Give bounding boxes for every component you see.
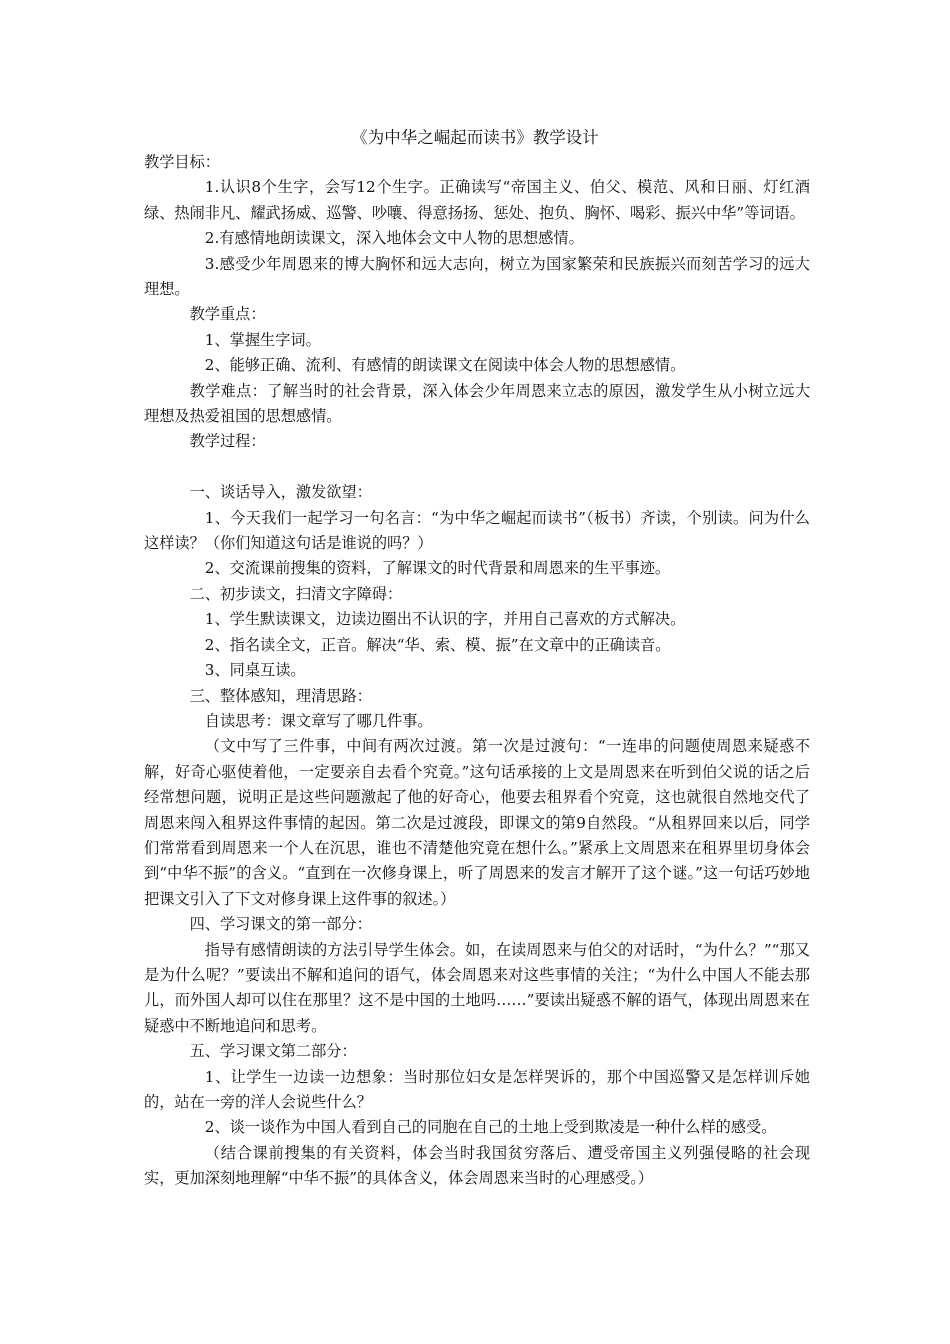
objective-2: 2.有感情地朗读课文，深入地体会文中人物的思想感情。 [204,229,584,248]
step-5-heading: 五、学习课文第二部分： [189,1042,357,1061]
step-1-item-1: 1、今天我们一起学习一句名言：“为中华之崛起而读书”（板书）齐读，个别读。问为什么这样读？（你们知道这句话是谁说的吗？） [144,508,810,553]
section-heading-key-points: 教学重点： [189,305,266,324]
step-1-item-2: 2、交流课前搜集的资料，了解课文的时代背景和周恩来的生平事迹。 [204,559,671,578]
step-3-answer: （文中写了三件事，中间有两次过渡。第一次是过渡句：“一连串的问题使周恩来疑惑不解，好奇心驱使着他，一定要亲自去看个究竟。”这句话承接的上文是周恩来在听到伯父说的话之后经常想问题，说明正是这些问题激起了他的好奇心，他要去租界看个究竟，这也就很自然地交代了周恩来闯入租界这件事情的起因。第二次是过渡段，即课文的第9自然段。“从租界回来以后，同学们常常看到周恩来一个人在沉思，谁也不清楚他究竟在想什么。”紧承上文周恩来在租界里切身体会到“中华不振”的含义。“直到在一次修身课上，听了周恩来的发言才解开了这个谜。”这一句话巧妙地把课文引入了下文对修身课上这件事的叙述。） [144,737,810,908]
difficulties-paragraph: 教学难点：了解当时的社会背景，深入体会少年周恩来立志的原因，激发学生从小树立远大理想及热爱祖国的思想感情。 [144,381,810,426]
step-5-item-2: 2、谈一谈作为中国人看到自己的同胞在自己的土地上受到欺凌是一种什么样的感受。 [204,1118,777,1137]
step-3-question: 自读思考：课文章写了哪几件事。 [204,711,433,730]
objective-3: 3.感受少年周恩来的博大胸怀和远大志向，树立为国家繁荣和民族振兴而刻苦学习的远大理想。 [144,254,810,299]
step-4-paragraph: 指导有感情朗读的方法引导学生体会。如，在读周恩来与伯父的对话时，“为什么？”“那又是为什么呢？”要读出不解和追问的语气，体会周恩来对这些事情的关注；“为什么中国人不能去那儿，而外国人却可以住在那里？这不是中国的土地吗……”要读出疑惑不解的语气，体现出周恩来在疑惑中不断地追问和思考。 [144,940,810,1035]
step-1-heading: 一、谈话导入，激发欲望： [189,483,372,502]
step-2-heading: 二、初步读文，扫清文字障碍： [189,584,403,603]
section-heading-objectives: 教学目标： [144,153,220,171]
step-3-heading: 三、整体感知，理清思路： [189,686,372,705]
document-title: 《为中华之崛起而读书》教学设计 [351,128,599,147]
step-2-item-3: 3、同桌互读。 [204,661,306,680]
document-body [144,150,810,1192]
step-2-item-1: 1、学生默读课文，边读边圈出不认识的字，并用自己喜欢的方式解决。 [204,610,686,629]
blank-line [144,455,810,480]
step-2-item-2: 2、指名读全文，正音。解决“华、索、模、振”在文章中的正确读音。 [204,635,671,654]
key-point-2: 2、能够正确、流利、有感情的朗读课文在阅读中体会人物的思想感情。 [204,356,686,375]
step-5-note: （结合课前搜集的有关资料，体会当时我国贫穷落后、遭受帝国主义列强侵略的社会现实，更加深刻地理解“中华不振”的具体含义，体会周恩来当时的心理感受。） [144,1143,810,1188]
section-heading-process: 教学过程： [189,432,266,451]
key-point-1: 1、掌握生字词。 [204,330,321,349]
step-5-item-1: 1、让学生一边读一边想象：当时那位妇女是怎样哭诉的，那个中国巡警又是怎样训斥她的，站在一旁的洋人会说些什么？ [144,1067,810,1112]
objective-1: 1.认识8个生字，会写12个生字。正确读写“帝国主义、伯父、模范、风和日丽、灯红酒绿、热闹非凡、耀武扬威、巡警、吵嚷、得意扬扬、惩处、抱负、胸怀、喝彩、振兴中华”等词语。 [144,178,810,222]
step-4-heading: 四、学习课文的第一部分： [189,915,372,934]
